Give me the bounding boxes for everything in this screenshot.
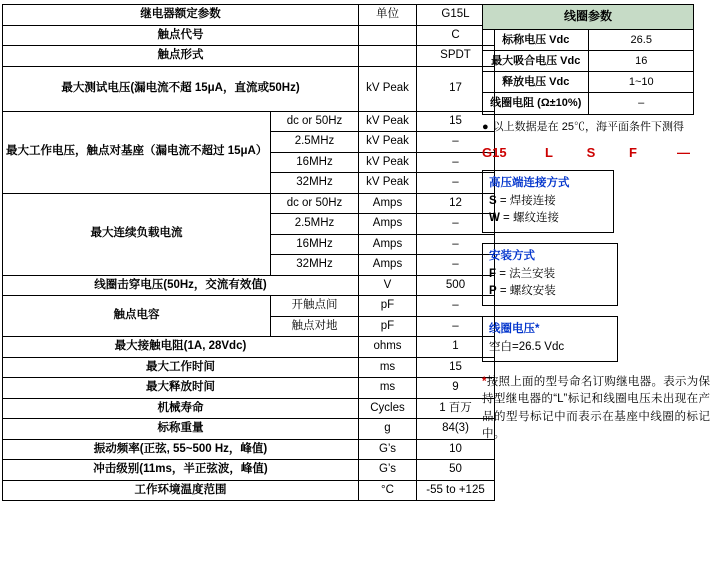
row-value: – — [417, 255, 495, 276]
row-value: – — [417, 152, 495, 173]
table-row — [3, 296, 495, 317]
row-value: 84(3) — [417, 419, 495, 440]
row-unit: Amps — [359, 193, 417, 214]
code-model: G15 — [482, 144, 507, 160]
row-unit: pF — [359, 316, 417, 337]
row-param: 最大连续负载电流 — [3, 193, 271, 275]
row-value: – — [417, 234, 495, 255]
row-unit: Amps — [359, 255, 417, 276]
mounting-line-1 — [489, 266, 611, 283]
row-param: 最大工作电压，触点对基座（漏电流不超过 15μA） — [3, 111, 271, 193]
row-value: 15 — [417, 357, 495, 378]
row-value: -55 to +125 — [417, 480, 495, 501]
table-header-row — [3, 5, 495, 26]
row-unit: ms — [359, 357, 417, 378]
row-param: 标称重量 — [3, 419, 359, 440]
row-unit: g — [359, 419, 417, 440]
table-row — [483, 93, 694, 114]
row-value: 12 — [417, 193, 495, 214]
row-value: – — [417, 132, 495, 153]
row-condition: 2.5MHz — [271, 132, 359, 153]
coil-parameters-table — [482, 4, 694, 115]
row-unit: Amps — [359, 214, 417, 235]
row-value: 9 — [417, 378, 495, 399]
relay-spec-table — [2, 4, 495, 501]
row-unit: ohms — [359, 337, 417, 358]
row-unit: Cycles — [359, 398, 417, 419]
table-row — [3, 419, 495, 440]
row-param: 最大工作时间 — [3, 357, 359, 378]
table-row — [3, 337, 495, 358]
code-char-1: L — [545, 144, 553, 160]
row-unit: kV Peak — [359, 111, 417, 132]
header-param: 继电器额定参数 — [3, 5, 359, 26]
row-unit: Amps — [359, 234, 417, 255]
table-row — [3, 46, 495, 67]
table-row — [483, 50, 694, 71]
coil-row-label: 标称电压 Vdc — [483, 29, 589, 50]
code-char-4: — — [677, 144, 690, 160]
row-unit: kV Peak — [359, 132, 417, 153]
coil-table-title: 线圈参数 — [483, 5, 694, 30]
coil-row-value: – — [589, 93, 694, 114]
mounting-box — [482, 243, 618, 306]
row-value: – — [417, 296, 495, 317]
header-model: G15L — [417, 5, 495, 26]
coil-row-value: 1~10 — [589, 72, 694, 93]
row-unit: pF — [359, 296, 417, 317]
mount-key-p: P — [489, 285, 497, 298]
row-condition: 2.5MHz — [271, 214, 359, 235]
header-unit: 单位 — [359, 5, 417, 26]
row-value: SPDT — [417, 46, 495, 67]
code-char-2: S — [586, 144, 596, 160]
row-condition: 16MHz — [271, 234, 359, 255]
mount-desc-p: = 螺纹安装 — [496, 285, 556, 298]
mounting-line-2 — [489, 283, 611, 300]
hv-key-s: S — [489, 195, 497, 208]
row-condition: 开触点间 — [271, 296, 359, 317]
table-row — [483, 72, 694, 93]
row-unit — [359, 25, 417, 46]
coil-voltage-box — [482, 316, 618, 362]
coil-row-label: 释放电压 Vdc — [483, 72, 589, 93]
coil-note-text: 以上数据是在 25℃，海平面条件下测得 — [492, 120, 684, 133]
row-value: 50 — [417, 460, 495, 481]
right-column — [478, 4, 722, 443]
row-condition: 32MHz — [271, 173, 359, 194]
footnote-text: 按照上面的型号命名订购继电器。表示为保持型继电器的“L”标记和线圈电压未出现在产品的型号标记中而表示在基座中线圈的标记中。 — [482, 376, 710, 440]
row-param: 触点形式 — [3, 46, 359, 67]
row-unit: ms — [359, 378, 417, 399]
row-condition: dc or 50Hz — [271, 111, 359, 132]
row-param: 冲击级别(11ms，半正弦波，峰值) — [3, 460, 359, 481]
hv-connection-title: 高压端连接方式 — [489, 176, 570, 189]
spec-table-block — [2, 4, 485, 501]
coil-row-value: 26.5 — [589, 29, 694, 50]
row-value: 1 — [417, 337, 495, 358]
mount-key-f: F — [489, 268, 497, 281]
coil-row-label: 线圈电阻 (Ω±10%) — [483, 93, 589, 114]
coil-voltage-title: 线圈电压* — [489, 322, 540, 335]
table-row — [3, 480, 495, 501]
table-row — [3, 378, 495, 399]
row-condition: dc or 50Hz — [271, 193, 359, 214]
row-param: 最大释放时间 — [3, 378, 359, 399]
row-value: 1 百万 — [417, 398, 495, 419]
row-param: 触点代号 — [3, 25, 359, 46]
table-row — [3, 439, 495, 460]
row-param: 振动频率(正弦, 55~500 Hz，峰值) — [3, 439, 359, 460]
hv-desc-s: = 焊接连接 — [496, 195, 556, 208]
table-row — [3, 193, 495, 214]
code-char-3: F — [629, 144, 637, 160]
row-value: – — [417, 214, 495, 235]
coil-row-value: 16 — [589, 50, 694, 71]
table-row — [483, 29, 694, 50]
row-condition: 16MHz — [271, 152, 359, 173]
mount-desc-f: = 法兰安装 — [496, 268, 556, 281]
footnote-star: * — [482, 376, 487, 389]
coil-note — [482, 120, 688, 136]
row-condition: 32MHz — [271, 255, 359, 276]
row-value: 10 — [417, 439, 495, 460]
table-row — [3, 25, 495, 46]
row-param: 触点电容 — [3, 296, 271, 337]
row-value: – — [417, 173, 495, 194]
row-value: C — [417, 25, 495, 46]
coil-header-row — [483, 5, 694, 30]
mounting-title: 安装方式 — [489, 249, 535, 262]
row-unit — [359, 46, 417, 67]
row-unit: kV Peak — [359, 66, 417, 111]
footnote — [482, 374, 710, 443]
bullet-icon: ● — [482, 120, 489, 133]
row-value: – — [417, 316, 495, 337]
hv-connection-line-1 — [489, 193, 607, 210]
table-row — [3, 398, 495, 419]
table-row — [3, 357, 495, 378]
row-unit: V — [359, 275, 417, 296]
row-unit: G’s — [359, 460, 417, 481]
part-number-code-row — [482, 145, 696, 160]
row-param: 机械寿命 — [3, 398, 359, 419]
row-unit: G’s — [359, 439, 417, 460]
hv-key-w: W — [489, 212, 500, 225]
row-param: 最大接触电阻(1A, 28Vdc) — [3, 337, 359, 358]
coil-row-label: 最大吸合电压 Vdc — [483, 50, 589, 71]
table-row — [3, 275, 495, 296]
coil-voltage-line-1: 空白=26.5 Vdc — [489, 341, 565, 354]
row-param: 线圈击穿电压(50Hz，交流有效值) — [3, 275, 359, 296]
row-value: 17 — [417, 66, 495, 111]
table-row — [3, 460, 495, 481]
row-unit: kV Peak — [359, 152, 417, 173]
row-value: 500 — [417, 275, 495, 296]
row-param: 工作环境温度范围 — [3, 480, 359, 501]
row-value: 15 — [417, 111, 495, 132]
row-unit: °C — [359, 480, 417, 501]
hv-desc-w: = 螺纹连接 — [499, 212, 559, 225]
hv-connection-line-2 — [489, 210, 607, 227]
row-condition: 触点对地 — [271, 316, 359, 337]
row-param: 最大测试电压(漏电流不超 15μA，直流或50Hz) — [3, 66, 359, 111]
hv-connection-box — [482, 170, 614, 233]
row-unit: kV Peak — [359, 173, 417, 194]
table-row — [3, 111, 495, 132]
table-row — [3, 66, 495, 111]
